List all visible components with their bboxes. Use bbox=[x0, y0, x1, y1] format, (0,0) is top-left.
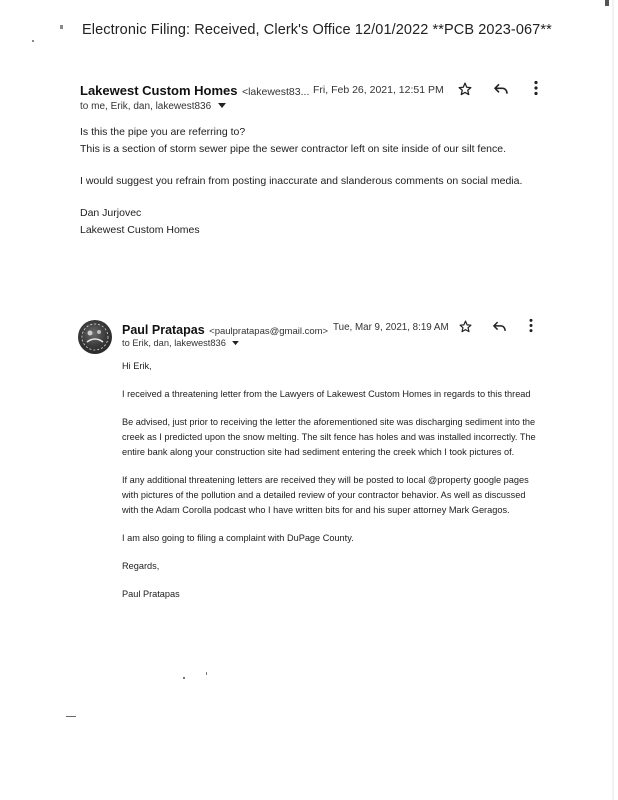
message2-date: Tue, Mar 9, 2021, 8:19 AM bbox=[333, 322, 449, 333]
message2-greeting: Hi Erik, bbox=[122, 361, 152, 371]
scan-speck bbox=[183, 677, 185, 679]
message1-to: to me, Erik, dan, lakewest836 bbox=[80, 101, 212, 112]
star-icon[interactable] bbox=[459, 320, 472, 333]
message1-signature-name: Dan Jurjovec bbox=[80, 207, 142, 219]
scan-dash bbox=[66, 716, 76, 717]
more-vert-icon[interactable] bbox=[533, 80, 539, 96]
message2-signature: Paul Pratapas bbox=[122, 589, 180, 599]
message2-paragraph: I received a threatening letter from the Lawyers of Lakewest Custom Homes in regards to this thread bbox=[122, 389, 531, 399]
message2-closing: Regards, bbox=[122, 561, 160, 571]
dropdown-caret-icon[interactable] bbox=[218, 103, 226, 109]
avatar bbox=[78, 320, 112, 354]
scan-speck bbox=[32, 40, 34, 42]
message1-sender-name[interactable]: Lakewest Custom Homes bbox=[80, 83, 238, 98]
message1-body bbox=[80, 124, 540, 239]
message1-paragraph: Is this the pipe you are referring to? This is a section of storm sewer pipe the sewer contractor left on site inside of our silt fence. bbox=[80, 126, 507, 155]
message1-sender-email: <lakewest83... bbox=[241, 86, 310, 98]
more-vert-icon[interactable] bbox=[528, 318, 534, 333]
dropdown-caret-icon[interactable] bbox=[232, 341, 239, 346]
message2-body bbox=[122, 359, 542, 615]
scan-edge bbox=[612, 0, 614, 800]
message1-header bbox=[80, 82, 309, 100]
star-icon[interactable] bbox=[458, 82, 472, 96]
message2-to: to Erik, dan, lakewest836 bbox=[122, 338, 226, 348]
message1-date: Fri, Feb 26, 2021, 12:51 PM bbox=[313, 84, 444, 96]
scan-speck bbox=[206, 672, 207, 675]
message1-signature-company: Lakewest Custom Homes bbox=[80, 224, 200, 236]
filing-stamp: Electronic Filing: Received, Clerk's Office 12/01/2022 **PCB 2023-067** bbox=[82, 22, 552, 38]
message1-recipients[interactable] bbox=[80, 101, 226, 112]
message2-header bbox=[122, 321, 328, 339]
message2-sender-name[interactable]: Paul Pratapas bbox=[122, 323, 205, 337]
message1-paragraph: I would suggest you refrain from posting inaccurate and slanderous comments on social media. bbox=[80, 175, 523, 187]
message2-paragraph: I am also going to filing a complaint with DuPage County. bbox=[122, 533, 354, 543]
message2-paragraph: Be advised, just prior to receiving the letter the aforementioned site was discharging sediment into the creek as I predicted upon the snow melting. The silt fence has holes and was installed incorrectly. The entire bank along your construction site had sediment entering the creek which I took pictures of. bbox=[122, 417, 536, 457]
avatar-image bbox=[78, 320, 112, 354]
reply-icon[interactable] bbox=[493, 82, 509, 96]
message2-paragraph: If any additional threatening letters are received they will be posted to local @property google pages with pictures of the pollution and a detailed review of your contractor behavior. As well as discussed with the Adam Corolla podcast who I have written bits for and his super attorney Mark Geragos. bbox=[122, 475, 529, 515]
message2-sender-email: <paulpratapas@gmail.com> bbox=[209, 326, 329, 337]
reply-icon[interactable] bbox=[492, 320, 507, 333]
message2-recipients[interactable] bbox=[122, 338, 239, 348]
scan-mark bbox=[605, 0, 609, 6]
scan-speck bbox=[60, 25, 63, 29]
